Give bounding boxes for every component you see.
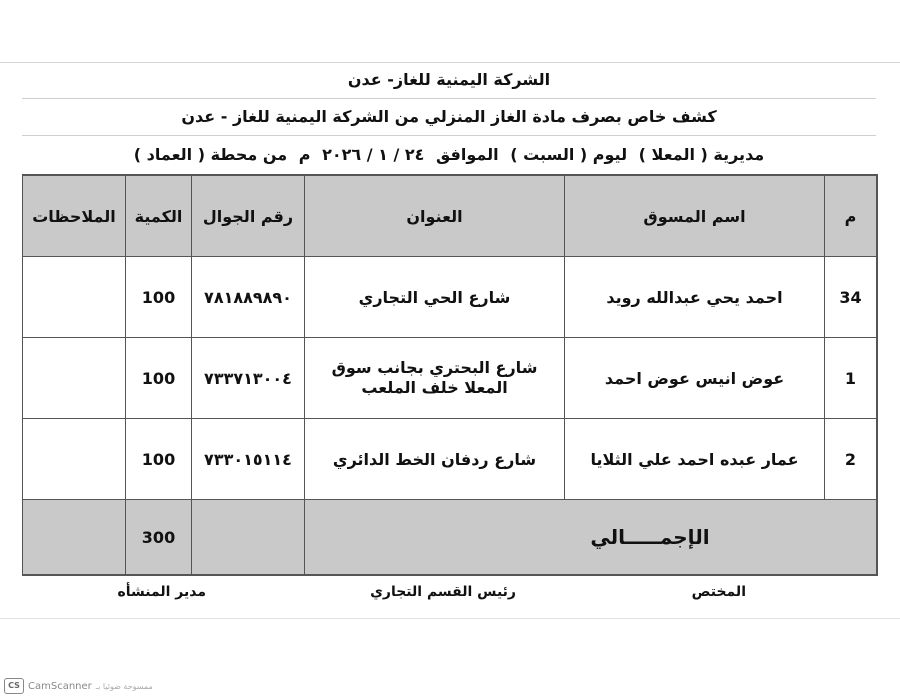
cell-phone: ٧٣٣٧١٣٠٠٤ [192, 338, 305, 419]
cell-name: عمار عبده احمد علي الثلايا [565, 419, 825, 500]
signature-facility-manager: مدير المنشأه [117, 584, 206, 600]
cell-phone: ٧٨١٨٨٩٨٩٠ [192, 257, 305, 338]
distribution-table [22, 175, 877, 575]
scanner-watermark [4, 678, 153, 694]
table-row [23, 338, 877, 419]
station-text: من محطة ( العماد ) [133, 145, 288, 164]
cell-phone: ٧٣٣٠١٥١١٤ [192, 419, 305, 500]
cell-notes [23, 257, 126, 338]
signature-commercial-head: رئيس القسم التجاري [370, 584, 516, 600]
total-notes-cell [23, 500, 126, 575]
cell-address: شارع الحي التجاري [305, 257, 565, 338]
cell-notes [23, 419, 126, 500]
camscanner-logo-icon: CS [4, 678, 24, 694]
day-text: ليوم ( السبت ) [510, 145, 628, 164]
bottom-divider [0, 618, 900, 619]
date-label: الموافق [435, 145, 499, 164]
cell-num: 34 [825, 257, 877, 338]
cell-num: 2 [825, 419, 877, 500]
table-header-row [23, 176, 877, 257]
cell-name: عوض انيس عوض احمد [565, 338, 825, 419]
cell-notes [23, 338, 126, 419]
cell-qty: 100 [126, 419, 192, 500]
scanner-arabic-text: ممسوحة ضوئيا بـ [95, 681, 153, 691]
col-header-num: م [825, 176, 877, 257]
cell-name: احمد يحي عبدالله رويد [565, 257, 825, 338]
district-text: مديرية ( المعلا ) [638, 145, 765, 164]
scanner-name: CamScanner [28, 680, 92, 692]
document-subtitle: كشف خاص بصرف مادة الغاز المنزلي من الشركة اليمنية للغاز - عدن [22, 99, 876, 136]
details-line [22, 136, 876, 174]
cell-address: شارع البحتري بجانب سوق المعلا خلف الملعب [305, 338, 565, 419]
table-row [23, 257, 877, 338]
date-unit: م [298, 145, 311, 164]
cell-qty: 100 [126, 257, 192, 338]
col-header-notes: الملاحظات [23, 176, 126, 257]
cell-address: شارع ردفان الخط الدائري [305, 419, 565, 500]
col-header-name: اسم المسوق [565, 176, 825, 257]
company-title: الشركة اليمنية للغاز- عدن [22, 62, 876, 99]
col-header-phone: رقم الجوال [192, 176, 305, 257]
total-label: الإجمـــــالي [305, 500, 877, 575]
table-row [23, 419, 877, 500]
col-header-qty: الكمية [126, 176, 192, 257]
signatures-row [22, 576, 876, 612]
total-qty: 300 [126, 500, 192, 575]
document-sheet [22, 62, 876, 612]
signature-specialist: المختص [691, 584, 746, 600]
cell-qty: 100 [126, 338, 192, 419]
distribution-table-box [22, 174, 878, 576]
cell-num: 1 [825, 338, 877, 419]
col-header-address: العنوان [305, 176, 565, 257]
total-row [23, 500, 877, 575]
date-value: ٢٤ / ١ / ٢٠٢٦ [322, 145, 425, 164]
total-empty-cell [192, 500, 305, 575]
